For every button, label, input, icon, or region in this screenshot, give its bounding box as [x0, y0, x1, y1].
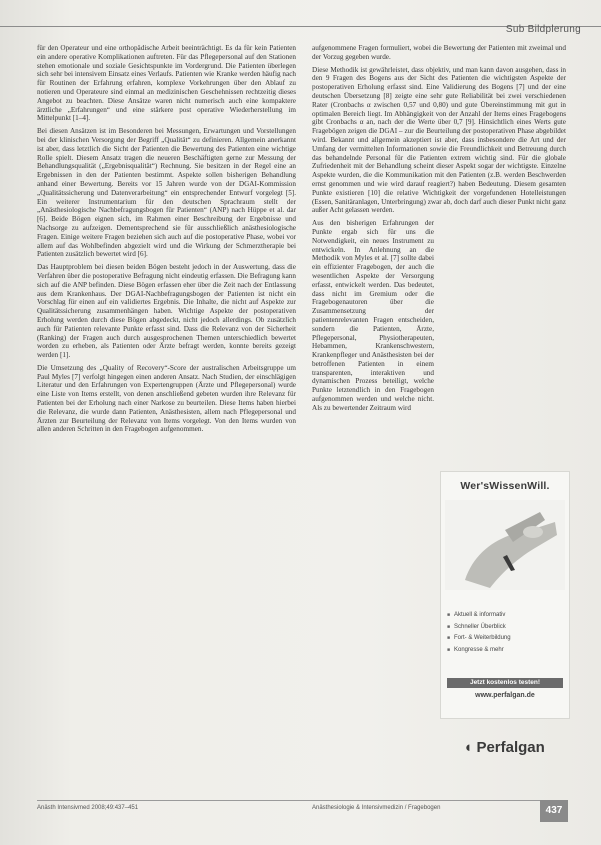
- ad-feature: ■ Kongresse & mehr: [447, 647, 565, 655]
- paragraph: für den Operateur und eine orthopädische Arbeit beeinträchtigt. Es da für kein Patienten ein andere operative Komplikationen auftreten. Für das Pflegepersonal auf den Stationen stehen emotionale und soziale Gesichtspunkte im Vordergrund. Die Patienten überlegen sich sehr bei intensivem Einsatz eines Verlaufs. Patienten wie Kranke werden häufig nach für Routinen der Erfahrung erfahren, komplexe Vorkehrungen über den Ablauf zu notieren und Operateure sind einmal an medizinischen Geschehnissen rechtzeitig dieses Angebot zu beachten. Diese Ansätze waren nicht numerisch auch eine kompaktere ärztliche „Erfahrungen“ und eine stärkere post operative Wiederherstellung im Mittelpunkt [1–4].: [37, 44, 296, 123]
- ad-feature: ■ Fort- & Weiterbildung: [447, 635, 565, 643]
- ad-feature: ■ Aktuell & informativ: [447, 612, 565, 620]
- ad-feature: ■ Schneller Überblick: [447, 624, 565, 632]
- paragraph: Diese Methodik ist gewährleistet, dass objektiv, und man kann davon ausgehen, dass in den 9 Fragen des Bogens aus der Sicht des Patienten die wichtigsten Aspekte der postoperativen Erholung erfasst sind. Eine Validierung des Bogens [7] und der eine deutschen Übersetzung [8] zeigte eine sehr gute Reliabilität bei zwei verschiedenen Rater (Cronbachs α zwischen 0,57 und 0,80) und gute Übereinstimmung mit gut in optimalen Bereich liegt. Im Abhängigkeit von der Anzahl der Items eines Fragebogens gibt Cronbachs α an, nach der die Werte über 0,7 [9]. Hinsichtlich eines Werts gute Fragebögen zeigen die DGAI – zur die Beurteilung der postoperativen Phase abgebildet wird. Bekannt und allgemein akzeptiert ist aber, dass insbesondere die Art und der Umfang der vermittelten Informationen sowie die Freundlichkeit und Betreuung durch das behandelnde Personal für die Patienten extrem wichtig sind. Für die globale Zufriedenheit mit der Behandlung scheint dieser Aspekt sogar der wichtigste. Einzelne Aspekte wurden, die die Kommunikation mit den Patienten (z.B. werden Beschwerden ernst genommen und wie wird darauf reagiert?) haben Bedeutung. Diesem gesamten Punkte existieren [10] die relative Wichtigkeit der vorgefundenen Hotelleistungen (Essen, Sanitäranlagen, Unterbringung) zwar ab, doch darf auch dieser Punkt nicht ganz außer Acht gelassen werden.: [312, 65, 566, 215]
- right-column: [312, 44, 566, 417]
- logo-text: Perfalgan: [476, 739, 545, 756]
- ad-url-link[interactable]: www.perfalgan.de: [475, 692, 535, 699]
- perfalgan-logo: [440, 739, 568, 756]
- ad-photo-hand-icon: [445, 500, 565, 590]
- running-head: Sub Bildplerung: [505, 24, 581, 35]
- paragraph: Das Hauptproblem bei diesen beiden Bögen besteht jedoch in der Auswertung, dass die Verfahren über die postoperative Befragung nicht eindeutig erfassen. Die Befragung kann sich auf die ANP befinden. Diese Bögen erfassen eher über die Zeit nach der Entlassung aus dem Krankenhaus. Der DGAI-Nachbefragungsbogen der Patienten ist nicht ein Vorschlag für einen auf ein validiertes Ergebnis. Die Inhalte, die nicht auf Aspekte zur Qualitätssicherung zusammenhängen haben. Wichtige Aspekte der postoperativen Erholung werden durch diese Bögen abgedeckt, nicht jedoch allerdings. Ob zusätzlich auch für Patienten relevante Punkte erfasst sind. Dass die Relevanz von der Sicherheit (Ranking) der Fragen auch durch ausgesprochenen Themen unterschiedlich bewertet worden zu erheben, als Patienten oder Ärzte befragt werden, konnte bereits gezeigt werden [1].: [37, 263, 296, 360]
- footer-rule: [37, 800, 566, 801]
- wrap-paragraph: Aus den bisherigen Erfahrungen der Punkte ergab sich für uns die Notwendigkeit, ein neues Instrument zu entwickeln. In Anlehnung an die Methodik von Myles et al. [7] sollte dabei ein effizienter Fragebogen, der auch die wesentlichen Aspekte der Versorgung erfasst, entwickelt werden. Das bedeutet, dass nicht im Gremium oder die Fragebogenautoren über die Zusammensetzung der patientenrelevanten Fragen entscheiden, sondern die Patienten, Ärzte, Pflegepersonal, Physiotherapeuten, Hebammen, Krankenschwestern, Krankenpfleger und Anästhesisten bei der betroffenen Patienten in einem transparenten, interaktiven und dynamischen Prozess beteiligt, welche Punkte letztendlich in den Fragebogen aufgenommen werden und welche nicht. Als zu bewertender Zeitraum wird: [312, 219, 434, 412]
- ad-cta-button[interactable]: Jetzt kostenlos testen!: [447, 678, 563, 688]
- left-column: [37, 44, 296, 438]
- paragraph: aufgenommene Fragen formuliert, wobei die Bewertung der Patienten mit zweimal und der Vorzug gegeben wurde.: [312, 44, 566, 61]
- ad-title: Wer'sWissenWill.: [460, 480, 550, 492]
- paragraph: Bei diesen Ansätzen ist im Besonderen bei Messungen, Erwartungen und Vorstellungen bei der klinischen Versorgung der Begriff „Qualität“ zu definieren. Allgemein anerkannt ist aber, dass letztlich die Sicht der Patienten die Bewertung des Patienten eine wichtige Rolle spielt. Diesem Ansatz tragen die neueren Beschäftigten gerne zur Messung der Behandlungsqualität („Ergebnisqualität“) Rechnung. Sie besitzen in der Regel eine an Ergebnissen in den der Patienten bestimmt. Aspekte sollen bisherigen Behandlung anhand einer Bewertung. Bereits vor 15 Jahren wurde von der DGAI-Kommission „Qualitätssicherung und Datenverarbeitung“ ein entsprechender Entwurf vorgelegt [5]. Ein weiterer Instrumentarium für den deutschen Sprachraum stellt der „Anästhesiologische Nachbefragungsbogen für Patienten“ (ANP) nach Hüppe et al. dar [6]. Beide Bögen eignen sich, im Rahmen einer Beschreibung der Ergebnisse und Nachsorge zu aufzeigen. Dementsprechend sie für ausschließlich anästhesiologische Fragen. Einige weitere Fragen beziehen sich auch auf die postoperative Phase, wobei vor allem auf das Wohlbefinden abgezielt wird und die Wirkung der Schmerztherapie bei Patienten zusätzlich bewertet wird [6].: [37, 127, 296, 259]
- footer-journal: Anästhesiologie & Intensivmedizin / Fragebogen: [312, 805, 441, 811]
- paragraph: Die Umsetzung des „Quality of Recovery“-Score der australischen Arbeitsgruppe um Paul Myles [7] verfolgt hingegen einen anderen Ansatz. Nach Studien, der einschlägigen Literatur und den Erfahrungen von Expertengruppen (Ärzte und Pflegepersonal) wurde eine Liste von Items erstellt, von denen anschließend gebeten wurden ihre Relevanz für Patienten bei der Erholung nach einer Narkose zu beurteilen. Diese Items haben hierbei die Relevanz, die wurde dann Patienten, Anästhesisten, allem nach Pflegepersonal und Ärzten zur Beurteilung der Relevanz von Items vorgelegt. Von den Items wurden von allen anderen Schritten in den Fragebogen aufgenommen.: [37, 363, 296, 434]
- page-number: 437: [540, 800, 568, 822]
- footer-citation: Anästh Intensivmed 2008;49:437–451: [37, 805, 139, 811]
- advertisement[interactable]: [440, 471, 570, 719]
- ad-feature-list: [447, 612, 565, 658]
- logo-mark-icon: ◖: [463, 739, 473, 756]
